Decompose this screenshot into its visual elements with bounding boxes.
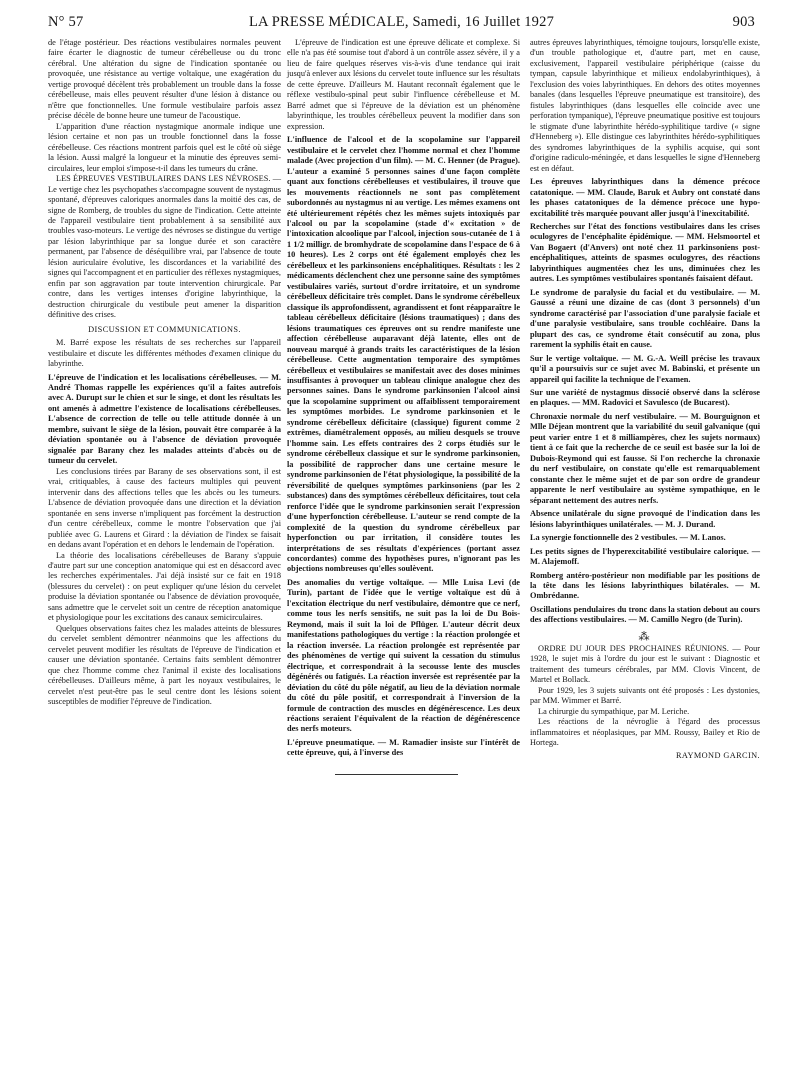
col2-paragraph: L'épreuve de l'indication est une épreuve délicate et complexe. Si elle n'a pas été soumise tout d'abord à un contrôle assez sévère, il y a lieu de faire quelques réserves vis-à-vis d'une tendance qui irait jusqu'à enlever aux lésions du cervelet toute influence sur les résultats de cette épreuve. D'ailleurs M. Hautant reconnaît également que le réflexe vestibulo-spinal peut subir l'influence cérébelleuse et M. Barré admet que si l'épreuve de la déviation est un phénomène labyrinthique, les troubles cérébelleux peuvent la modifier dans son expression. (287, 38, 520, 131)
issue-number: N° 57 (48, 14, 84, 30)
col2-paragraph: L'influence de l'alcool et de la scopolamine sur l'appareil vestibulaire et le cervelet chez l'homme normal et chez l'homme malade (Avec projection d'un film). — M. C. Henner (de Prague). L'auteur a examiné 5 personnes saines d'une façon complète quant aux fonctions cérébelleuses et vestibulaires, il trouve que les mouvements réactionnels ne sont pas complètement subordonnés au nystagmus ni au vertige. Les mêmes examens ont été ultérieurement répétés chez les mêmes sujets intoxiqués par l'alcool ou par la scopolamine (stade d'« excitation » de l'intoxication alcoolique par l'alcool, injection sous-cutanée de 1 à 1 1/2 milligr. de bromhydrate de scopolamine dans l'espace de 6 à 10 heures). Les 2 corps ont été également employés chez les cérébelleux et les parkinsoniens encéphalitiques. Résultats : les 2 médicaments déclenchent chez une personne saine des symptômes vestibulaires variés, surtout d'ordre irritatoire, et un syndrome cérébelleux déficitaire très complet. Dans le syndrome cérébelleux classique ils approfondissent, agrandissent et font réapparaître le tableau cérébelleux déficitaire (lésions traumatiques) ; dans des lésions traumatiques ces épreuves ont su rendre manifeste une affection cérébelleuse auparavant déjà latente, elles ont de nouveau marqué à grands traits les caractéristiques de la lésion cérébelleuse. Cette augmentation temporaire des symptômes cérébelleux et vestibulaires se manifestait avec des doses minimes insuffisantes à provoquer un tableau clinique analogue chez des personnes saines. Dans le syndrome parkinsonien l'alcool ainsi que la scopolamine suppriment ou affaiblissent temporairement les symptômes morbides. Le syndrome parkinsonien et le syndrome cérébelleux déficitaire (classique) figurent comme 2 extrêmes, diamétralement opposés, au milieu desquels se trouve l'homme sain. Les effets contraires des 2 corps étudiés sur le syndrome cérébelleux classique et sur le syndrome parkinsonien, la possibilité de rapprocher dans une certaine mesure le syndrome parkinsonien de l'état physiologique, la possibilité de la réversibilité de quelques symptômes parkinsoniens (par les 2 substances) dans des symptômes cérébelleux déficitaires, tout cela renforce l'idée que le syndrome parkinsonien serait l'expression d'une hyperfonction cérébelleuse. L'auteur se rend compte de la complexité de la question du syndrome cérébelleux par hyperfonction ou par irritation, il considère toutes les interprétations de ses résultats d'expériences (portant assez concordantes) comme des hypothèses pures, n'ignorant pas les objections nombreuses qu'elles soulèvent. (287, 135, 520, 574)
col3-paragraph: Les épreuves labyrinthiques dans la démence précoce catatonique. — MM. Claude, Baruk et Aubry ont constaté dans les phases catatoniques de la démence précoce une hypo-excitabilité très marquée pouvant aller jusqu'à l'inexcitabilité. (530, 177, 760, 218)
col1-paragraph: Quelques observations faites chez les malades atteints de blessures du cervelet semblent démontrer néanmoins que les affections du cervelet peuvent modifier les résultats de l'épreuve de l'indication et causer une déviation spontanée. Certains faits semblent démontrer que chez l'homme comme chez l'animal il existe des localisations cérébelleuses. D'ailleurs même, à part les noyaux vestibulaires, le cervelet n'est peut-être pas le seul centre dont les lésions soient susceptibles de modifier l'épreuve de l'indication. (48, 623, 281, 707)
col1-paragraph: L'apparition d'une réaction nystagmique anormale indique une lésion certaine et non pas un trouble fonctionnel dans la fosse cérébelleuse. Ces réactions montrent parfois quel est le côté où siège la lésion. Aussi malgré la longueur et la minutie des épreuves semi-circulaires, leur emploi s'impose-t-il dans les tumeurs du crâne. (48, 121, 281, 173)
col1-paragraph: de l'étage postérieur. Des réactions vestibulaires normales peuvent faire écarter le diagnostic de tumeur cérébelleuse ou du tronc cérébral. Une altération du signe de l'indication spontanée ou provoquée, une résistance au vertige voltaïque, une exagération du vertige provoqué décèlent très probablement un trouble dans la fosse cérébelleuse, mais elles peuvent résulter d'une lésion à distance ou n'être que fonctionnelles. Une formule vestibulaire parfois assez précise décèle de bonne heure une tumeur de l'acoustique. (48, 38, 281, 121)
col3-paragraph: autres épreuves labyrinthiques, témoigne toujours, lorsqu'elle existe, d'un trouble pathologique et, d'autre part, met en cause, exclusivement, l'appareil vestibulaire périphérique (caisse du tympan, capsule labyrinthique et milieux endolabyrinthiques), à l'exclusion des voies labyrinthiques. En dehors des otites moyennes banales (dans lesquelles l'épreuve pneumatique est transitoire), des fistules labyrinthiques (dans lesquelles elle coïncide avec une perforation tympanique), l'épreuve pneumatique positive est toujours le stigmate d'une labyrinthite hérédo-syphilitique tardive (« signe d'Henneberg »). Elle distingue ces labyrinthites hérédo-syphilitiques des syndromes labyrinthiques de la syphilis acquise, qui sont d'origine radiculo-méningée, et dans lesquelles le signe d'Henneberg est en défaut. (530, 38, 760, 173)
col1-paragraph: LES ÉPREUVES VESTIBULAIRES DANS LES NÉVROSES. — Le vertige chez les psychopathes s'accompagne souvent de nystagmus spontané, d'épreuves caloriques anormales dans la moitié des cas, de signe de Romberg, de troubles du signe de l'indication. Cette atteinte de l'appareil vestibulaire tient probablement à sa sensibilité aux troubles vaso-moteurs. Le vertige des névroses se distingue du vertige par lésion labyrinthique par sa longue durée et son caractère permanent, par l'absence de déséquilibre vrai, par l'absence de toute lésion auriculaire évolutive, les discordances et la variabilité des signes qui l'accompagnent et en particulier des réflexes nystagmiques, enfin par son aggravation par toute intervention chirurgicale. Par contre, dans les vertiges intenses d'origine labyrinthique, la destruction chirurgicale du vestibule peut amener la disparition définitive des crises. (48, 174, 281, 320)
col3-paragraph: Les petits signes de l'hyperexcitabilité vestibulaire calorique. — M. Alajemoff. (530, 546, 760, 567)
col3-paragraph: Sur une variété de nystagmus dissocié observé dans la sclérose en plaques. — MM. Radovici et Savulesco (de Bucarest). (530, 388, 760, 408)
col3-paragraph: Absence unilatérale du signe provoqué de l'indication dans les lésions labyrinthiques unilatérales. — M. J. Durand. (530, 509, 760, 529)
col3-paragraph: Le syndrome de paralysie du facial et du vestibulaire. — M. Gaussé a réuni une dizaine de cas (dont 3 personnels) d'un syndrome caractérisé par l'association d'une paralysie faciale et d'une paralysie vestibulaire, sans trouble cochléaire. Dans la plupart des cas, ce syndrome était consécutif au zona, plus rarement la syphilis était en cause. (530, 287, 760, 350)
col3-paragraph: ORDRE DU JOUR DES PROCHAINES RÉUNIONS. — Pour 1928, le sujet mis à l'ordre du jour est le suivant : Diagnostic et traitement des tumeurs cérébrales, par MM. Clovis Vincent, de Martel et Bollack. (530, 643, 760, 685)
column-1 (48, 38, 281, 708)
col3-paragraph: ⁂ (638, 630, 652, 643)
column-3 (530, 38, 760, 761)
col2-paragraph: L'épreuve pneumatique. — M. Ramadier insiste sur l'intérêt de cette épreuve, qui, à l'inverse des (287, 737, 520, 758)
col2-paragraph: Des anomalies du vertige voltaïque. — Mlle Luisa Levi (de Turin), partant de l'idée que le vertige voltaïque est dû à l'excitation électrique du nerf vestibulaire, démontre que ce nerf, comme tous les nerfs sensitifs, ne suit pas la loi de Du Bois-Reymond, mais il suit la loi de Pflüger. L'auteur décrit deux manifestations pathologiques du vertige : la réaction prolongée et la réaction inversée. La réaction prolongée est représentée par des phénomènes de vertige qui suivent la cessation du stimulus électrique, et correspondrait à la secousse lente des muscles dégénérés ou fatigués. La réaction inversée est représentée par la déviation du côté du pôle négatif, au lieu de la déviation normale du côté du pôle positif, et correspondrait à l'inversion de la formule de contraction des muscles en dégénérescence. Les deux réactions seraient l'équivalent de la réaction de dégénérescence des nerfs moteurs. (287, 577, 520, 734)
col3-paragraph: Romberg antéro-postérieur non modifiable par les positions de la tête dans les lésions labyrinthiques bilatérales. — M. Ombrédanne. (530, 570, 760, 601)
col3-paragraph: La chirurgie du sympathique, par M. Leriche. (538, 706, 690, 716)
col1-paragraph: Les conclusions tirées par Barany de ses observations sont, il est vrai, critiquables, à cause des facteurs multiples qui peuvent intervenir dans des affections telles que les abcès ou les tumeurs. L'absence de déviation provoquée dans une direction et la déviation spontanée en sens inverse n'impliquent pas forcément la destruction d'un centre cérébelleux, comme le montre l'observation que j'ai publiée avec G. Laurens et Girard : la déviation de l'index se faisait en dedans avant l'opération et en dehors le lendemain de l'opération. (48, 466, 281, 550)
col3-paragraph: RAYMOND GARCIN. (675, 750, 760, 760)
col3-paragraph: Les réactions de la névroglie à l'égard des processus inflammatoires et néoplasiques, par MM. Roussy, Bailey et Rio de Hortega. (530, 717, 760, 748)
col3-paragraph: Chronaxie normale du nerf vestibulaire. — M. Bourguignon et Mlle Déjean montrent que la variabilité du seuil galvanique (qui peut varier entre 1 et 8 milliampères, chez les sujets normaux) tient à ce fait que la recherche de ce seuil est basée sur la loi de Dubois-Reymond qui est fausse. Si l'on recherche la chronaxie du nerf vestibulaire, on constate qu'elle est remarquablement constante chez le même sujet et de par son ordre de grandeur apparente le nerf vestibulaire au système sympathique, en le séparant nettement des autres nerfs. (530, 411, 760, 505)
col3-paragraph: Oscillations pendulaires du tronc dans la station debout au cours des affections vestibulaires. — M. Camillo Negro (de Turin). (530, 604, 760, 625)
column-2 (287, 38, 520, 759)
end-rule (335, 774, 458, 775)
col3-paragraph: Sur le vertige voltaïque. — M. G.-A. Weill précise les travaux qu'il a poursuivis sur ce sujet avec M. Babinski, et présente un appareil qui facilite la technique de l'examen. (530, 353, 760, 384)
col1-paragraph: L'épreuve de l'indication et les localisations cérébelleuses. — M. André Thomas rappelle les expériences qu'il a faites autrefois avec A. Durupt sur le chien et sur le singe, et dont les résultats les ont amenés à admettre l'existence de localisations cérébelleuses. L'absence de correction de telle ou telle attitude donnée à un membre, suivant le siège de la lésion, pouvait être comparée à la déviation spontanée ou à l'absence de déviation provoquée signalée par Barany chez les malades atteints d'abcès ou de tumeur du cervelet. (48, 372, 281, 466)
col3-paragraph: Pour 1929, les 3 sujets suivants ont été proposés : Les dystonies, par MM. Wimmer et Barré. (530, 685, 760, 706)
col1-paragraph: La théorie des localisations cérébelleuses de Barany s'appuie d'autre part sur une conception anatomique qui est en désaccord avec les recherches expérimentales. J'ai déjà insisté sur ce fait en 1918 (blessures du cervelet) : on peut expliquer qu'une lésion du cervelet produise la déviation spontanée ou l'absence de déviation provoquée, sans admettre que le cervelet soit un centre de réception anatomique et physiologique pour les excitations des canaux semicirculaires. (48, 550, 281, 623)
col3-paragraph: La synergie fonctionnelle des 2 vestibules. — M. Lanos. (530, 533, 726, 543)
page-header (48, 14, 755, 36)
col3-paragraph: Recherches sur l'état des fonctions vestibulaires dans les crises oculogyres de l'encéphalite épidémique. — MM. Helsmoortel et Van Bogaert (d'Anvers) ont noté chez 11 parkinsoniens post-encéphalitiques, atteints de spasmes oculogyres, des réactions labyrinthiques augmentées chez les uns, diminuées chez les autres. Les symptômes vestibulaires spontanés faisaient défaut. (530, 221, 760, 284)
col1-paragraph: DISCUSSION ET COMMUNICATIONS. (88, 324, 241, 334)
page-number: 903 (732, 14, 755, 30)
col1-paragraph: M. Barré expose les résultats de ses recherches sur l'appareil vestibulaire et discute les différentes méthodes d'examen clinique du labyrinthe. (48, 338, 281, 369)
publication-title: LA PRESSE MÉDICALE, Samedi, 16 Juillet 1927 (248, 14, 555, 30)
